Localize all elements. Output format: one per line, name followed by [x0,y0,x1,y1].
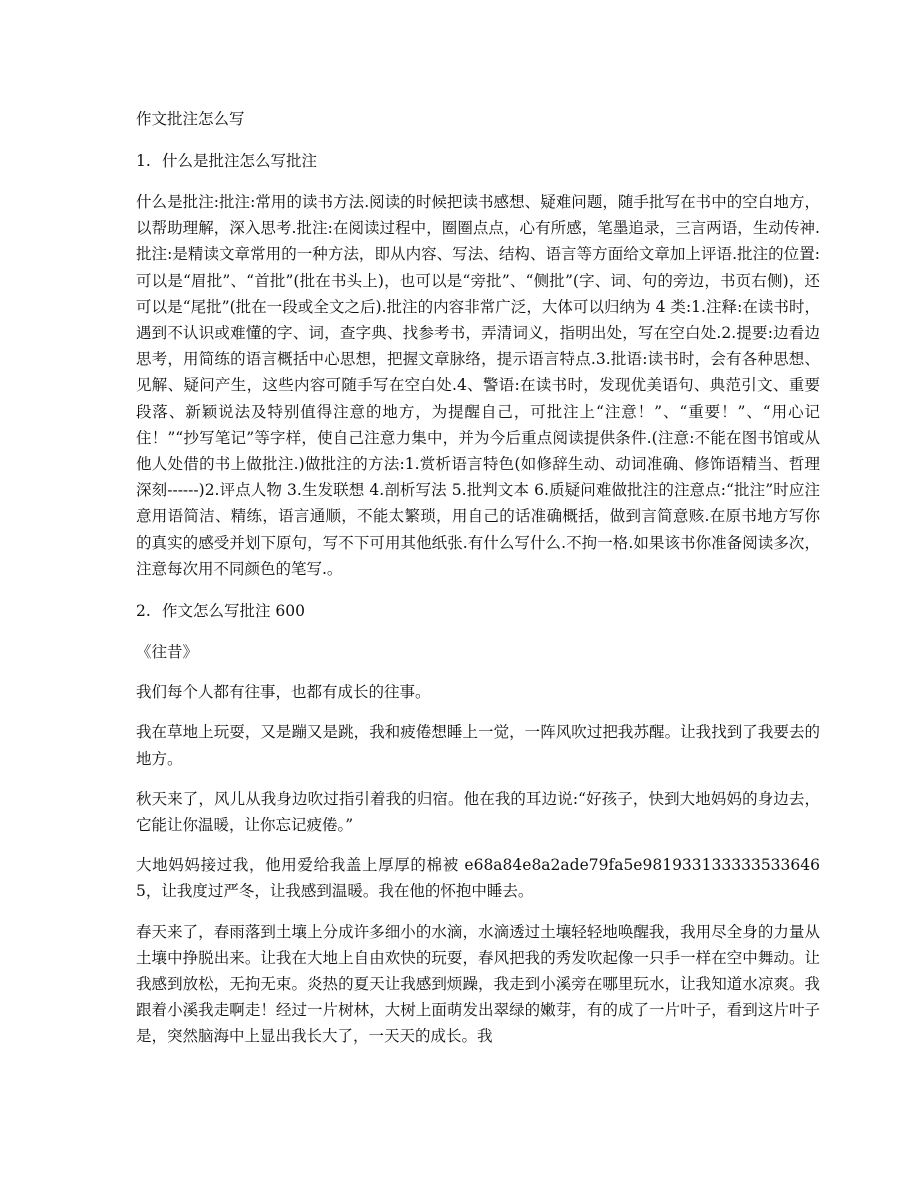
section-title: 作文怎么写批注 600 [162,602,306,621]
section-number: 1. [136,152,151,170]
paragraph: 我们每个人都有往事，也都有成长的往事。 [136,683,431,702]
paragraph: 什么是批注:批注:常用的读书方法.阅读的时候把读书感想、疑难问题，随手批写在书中的空白地方，以帮助理解，深入思考.批注:在阅读过程中，圈圈点点，心有所感，笔墨追录，三言两语，生动传神.批注:是精读文章常用的一种方法，即从内容、写法、结构、语言等方面给文章加上评语.批注的位置:可以是“眉批”、“首批”(批在书头上)，也可以是“旁批”、“侧批”(字、词、句的旁边，书页右侧)，还可以是“尾批”(批在一段或全文之后).批注的内容非常广泛，大体可以归纳为 4 类:1.注释:在读书时，遇到不认识或难懂的字、词，查字典、找参考书，弄清词义，指明出处，写在空白处.2.提要:边看边思考，用简练的语言概括中心思想，把握文章脉络，提示语言特点.3.批语:读书时，会有各种思想、见解、疑问产生，这些内容可随手写在空白处.4、警语:在读书时，发现优美语句、典范引文、重要段落、新颖说法及特别值得注意的地方，为提醒自己，可批注上“注意！”、“重要！”、“用心记住！”“抄写笔记”等字样，使自己注意力集中，并为今后重点阅读提供条件.(注意:不能在图书馆或从他人处借的书上做批注.)做批注的方法:1.赏析语言特色(如修辞生动、动词准确、修饰语精当、哲理深刻------)2.评点人物 3.生发联想 4.剖析写法 5.批判文本 6.质疑问难做批注的注意点:“批注”时应注意用语简洁、精练，语言通顺，不能太繁琐，用自己的话准确概括，做到言简意赅.在原书地方写你的真实的感受并划下原句，写不下可用其他纸张.有什么写什么.不拘一格.如果该书你准备阅读多次，注意每次用不同颜色的笔写.。 [136,193,820,578]
section-title: 什么是批注怎么写批注 [162,152,318,170]
essay-title: 《往昔》 [136,643,199,662]
paragraph: 我在草地上玩耍，又是蹦又是跳，我和疲倦想睡上一觉，一阵风吹过把我苏醒。让我找到了我要去的地方。 [136,723,820,768]
paragraph: 大地妈妈接过我，他用爱给我盖上厚厚的棉被 e68a84e8a2ade79fa5e9819331333335336465，让我度过严冬，让我感到温暖。我在他的怀抱中睡去。 [136,856,820,901]
section-number: 2. [136,602,151,621]
document-title: 作文批注怎么写 [136,110,245,128]
section-heading-2 [136,600,820,622]
paragraph: 春天来了，春雨落到土壤上分成许多细小的水滴，水滴透过土壤轻轻地唤醒我，我用尽全身的力量从土壤中挣脱出来。让我在大地上自由欢快的玩耍，春风把我的秀发吹起像一只手一样在空中舞动。让我感到放松，无拘无束。炎热的夏天让我感到烦躁，我走到小溪旁在哪里玩水，让我知道水凉爽。我跟着小溪我走啊走！经过一片树林，大树上面萌发出翠绿的嫩芽，有的成了一片叶子，看到这片叶子是，突然脑海中上显出我长大了，一天天的成长。我 [136,922,820,1046]
section-heading-1 [136,150,820,172]
paragraph: 秋天来了，风儿从我身边吹过指引着我的归宿。他在我的耳边说:“好孩子，快到大地妈妈的身边去，它能让你温暖，让你忘记疲倦。” [136,789,820,835]
